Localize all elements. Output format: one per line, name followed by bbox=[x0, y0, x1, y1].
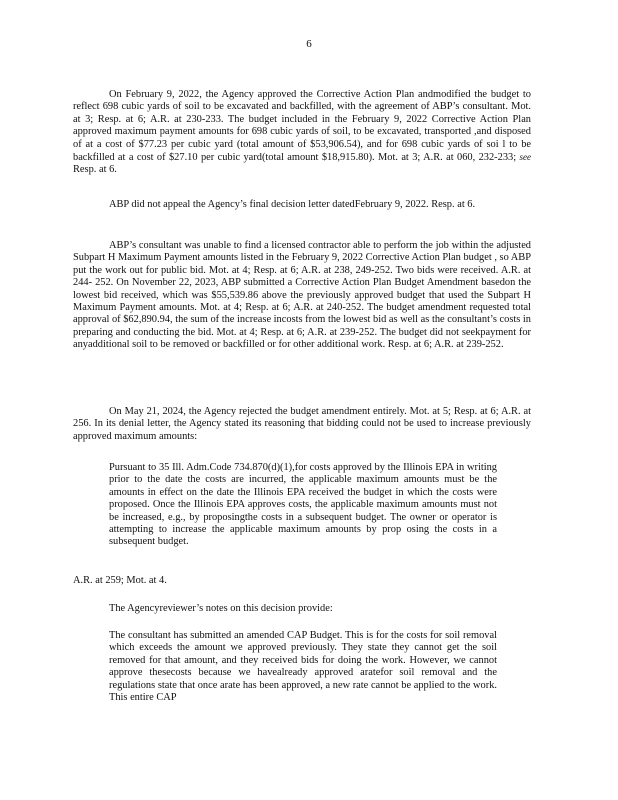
paragraph-cap-approval bbox=[73, 89, 531, 177]
paragraph-bid-amendment: ABP’s consultant was unable to find a licensed contractor able to perform the job within the adjusted Subpart H Maximum Payment amounts listed in the February 9, 2022 Corrective Action Plan budget , so ABP put the work out for public bid. Mot. at 4; Resp. at 6; A.R. at 238, 249-252. Two bids were received. A.R. at 244- 252. On November 22, 2023, ABP submitted a Corrective Action Plan Budget Amendment basedon the lowest bid received, which was $55,539.86 above the previously approved budget that used the Subpart H Maximum Payment amounts. Mot. at 4; Resp. at 6; A.R. at 240-252. The budget amendment requested total approval of $62,890.94, the sum of the increase incosts from the lowest bid as well as the consultant’s costs in preparing and conducting the bid. Mot. at 4; Resp. at 6; A.R. at 239-252. The budget did not seekpayment for anyadditional soil to be removed or backfilled or for other additional work. Resp. at 6; A.R. at 239-252. bbox=[73, 240, 532, 351]
block-quote-denial-letter: Pursuant to 35 Ill. Adm.Code 734.870(d)(1),for costs approved by the Illinois EPA in writing prior to the date the costs are incurred, the applicable maximum amounts must be the amounts in effect on the date the Illinois EPA received the budget in which the costs were proposed. Once the Illinois EPA approves costs, the applicable maximum amounts must not be increased, e.g., by proposingthe costs in a subsequent budget. The owner or operator is attempting to increase the applicable maximum amounts by prop osing the costs in a subsequent budget. bbox=[109, 462, 497, 548]
paragraph-cap-approval-end: Resp. at 6. bbox=[73, 164, 117, 176]
paragraph-no-appeal: ABP did not appeal the Agency’s final decision letter datedFebruary 9, 2022. Resp. at 6. bbox=[109, 199, 476, 210]
paragraph-rejection: On May 21, 2024, the Agency rejected the budget amendment entirely. Mot. at 5; Resp. at 6; A.R. at 256. In its denial letter, the Agency stated its reasoning that bidding could not be used to increase previously approved maximum amounts: bbox=[73, 406, 531, 442]
see-signal: see bbox=[519, 152, 531, 163]
block-quote-reviewer-notes: The consultant has submitted an amended CAP Budget. This is for the costs for soil removal which exceeds the amount we approved previously. They state they cannot get the soil removed for that amount, and they received bids for doing the work. However, we cannot approve thesecosts because we havealready approved aratefor soil removal and the regulations state that once arate has been approved, a new rate cannot be applied to the work. This entire CAP bbox=[109, 630, 497, 704]
reviewer-notes-intro: The Agencyreviewer’s notes on this decision provide: bbox=[109, 603, 333, 614]
page-number: 6 bbox=[306, 38, 312, 50]
paragraph-cap-approval-text: On February 9, 2022, the Agency approved the Corrective Action Plan andmodified the budget to reflect 698 cubic yards of soil to be excavated and backfilled, with the agreement of ABP’s consultant. Mot. at 3; Resp. at 6; A.R. at 230-233. The budget included in the February 9, 2022 Corrective Action Plan approved maximum payment amounts for 698 cubic yards of soil, to be excavated, transported ,and disposed of at a cost of $77.23 per cubic yard (total amount of $53,906.54), and for 698 cubic yards of soi l to be backfilled at a cost of $27.10 per cubic yard(total amount $18,915.80). Mot. at 3; A.R. at 060, 232-233; bbox=[73, 89, 531, 164]
citation-line: A.R. at 259; Mot. at 4. bbox=[73, 575, 167, 586]
